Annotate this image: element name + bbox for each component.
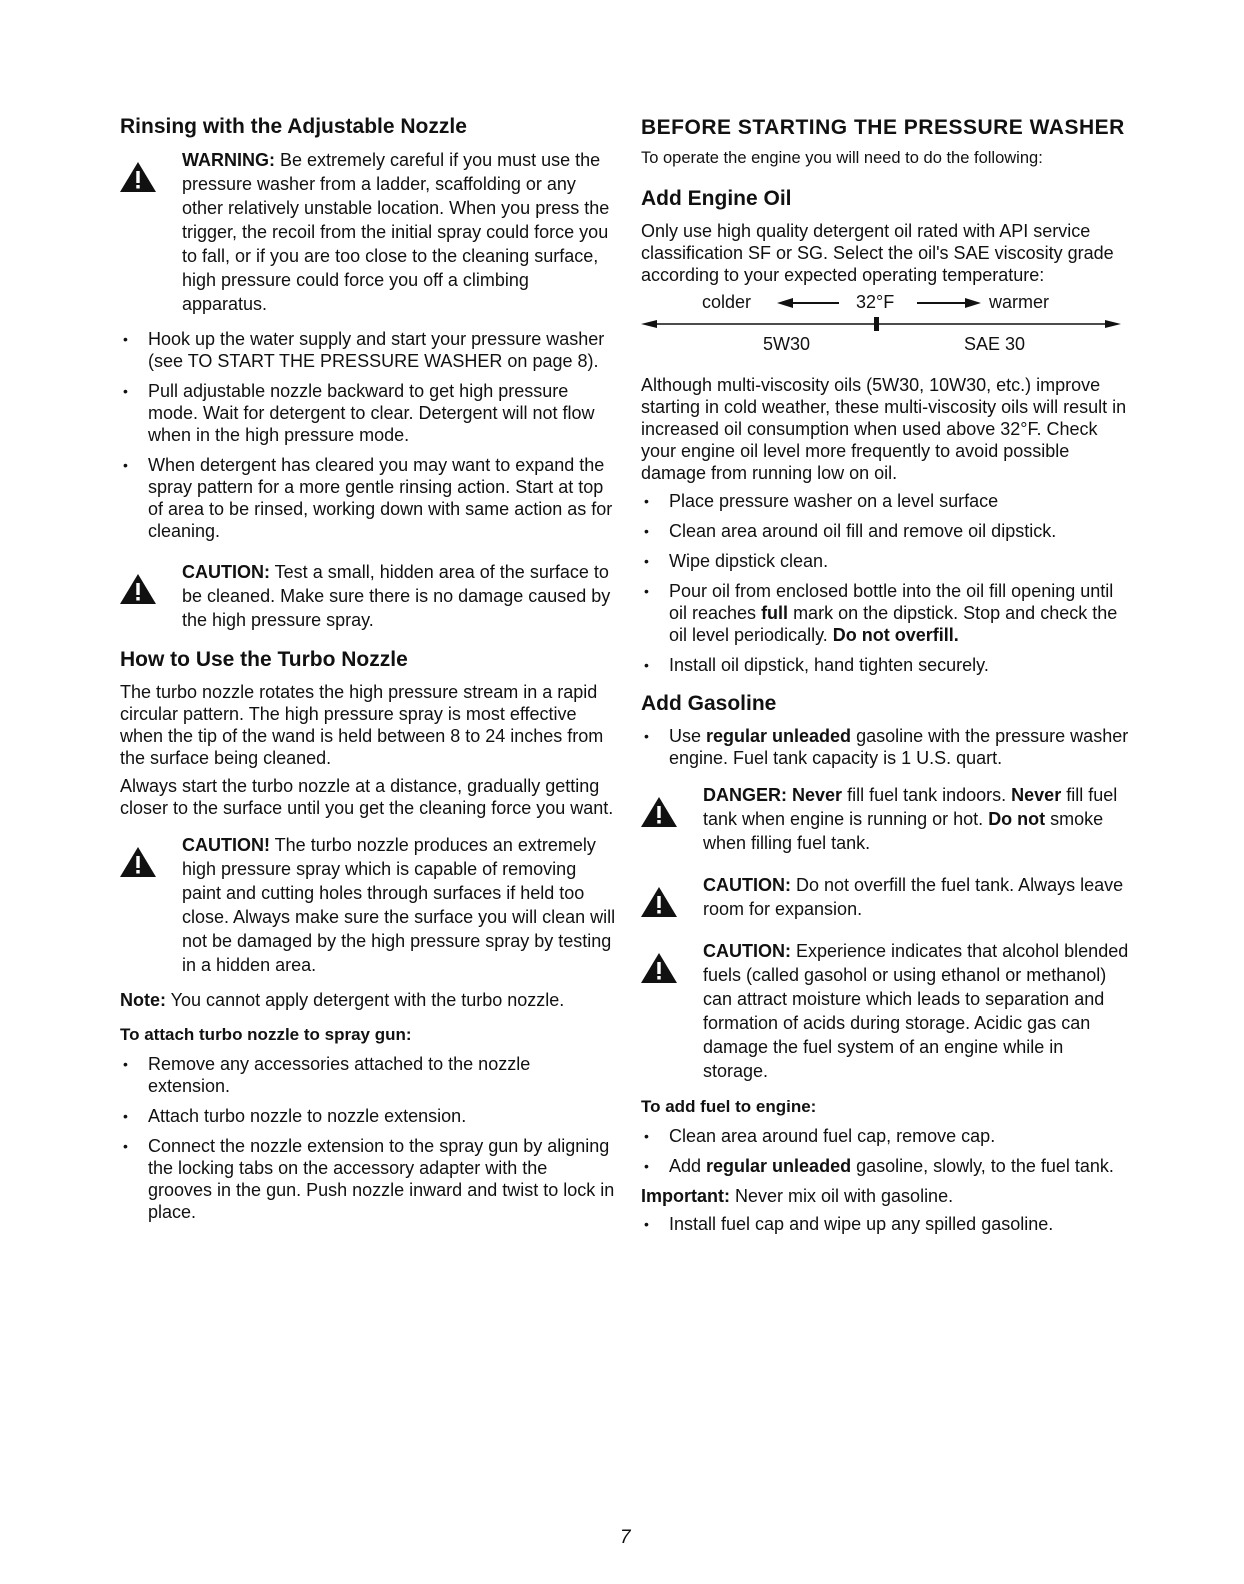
warning-triangle-icon bbox=[641, 939, 703, 983]
warning-text: Be extremely careful if you must use the pressure washer from a ladder, scaffolding or any other relatively unstable location. When you press the trigger, the recoil from the initial spray could force you to fall, or if you are too close to the cleaning surface, high pressure could force you off a climbing apparatus. bbox=[182, 149, 610, 314]
warning-label: WARNING: bbox=[182, 149, 275, 170]
warning-triangle-icon bbox=[120, 833, 182, 877]
caution-label: CAUTION: bbox=[703, 874, 791, 895]
warning-triangle-icon bbox=[120, 148, 182, 192]
right-column bbox=[641, 115, 1131, 1243]
danger-label: DANGER: bbox=[703, 784, 787, 805]
chart-label-warmer: warmer bbox=[989, 292, 1050, 313]
section-intro: To operate the engine you will need to do the following: bbox=[641, 149, 1043, 168]
chart-label-temp: 32°F bbox=[856, 292, 895, 313]
list-item: • Attach turbo nozzle to nozzle extension. bbox=[120, 1105, 616, 1127]
fuel-heading: To add fuel to engine: bbox=[641, 1096, 817, 1116]
list-item: • Connect the nozzle extension to the spray gun by aligning the locking tabs on the accessory adapter with the grooves in the gun. Push nozzle inward and twist to lock in place. bbox=[120, 1135, 616, 1223]
important-label: Important: bbox=[641, 1185, 730, 1206]
note-label: Note: bbox=[120, 989, 166, 1010]
list-item: • Clean area around oil fill and remove oil dipstick. bbox=[641, 520, 1131, 542]
oil-title: Add Engine Oil bbox=[641, 187, 792, 211]
gas-danger: DANGER: Never fill fuel tank indoors. Never fill fuel tank when engine is running or hot. Do not smoke when filling fuel tank. bbox=[641, 783, 1131, 855]
gas-steps bbox=[641, 725, 1131, 769]
chart-label-5w30: 5W30 bbox=[763, 334, 811, 355]
turbo-title: How to Use the Turbo Nozzle bbox=[120, 647, 408, 671]
list-item: • Place pressure washer on a level surface bbox=[641, 490, 1131, 512]
rinsing-steps bbox=[120, 328, 616, 542]
rinsing-caution bbox=[120, 560, 616, 632]
warning-triangle-icon bbox=[641, 783, 703, 827]
list-item: • Pour oil from enclosed bottle into the oil fill opening until oil reaches full mark on the dipstick. Stop and check the oil level periodically. Do not overfill. bbox=[641, 580, 1131, 646]
warning-triangle-icon bbox=[641, 873, 703, 917]
oil-para-2: Although multi-viscosity oils (5W30, 10W30, etc.) improve starting in cold weather, these multi-viscosity oils will result in increased oil consumption when used above 32°F. Check your engine oil level more frequently to avoid possible damage from running low on oil. bbox=[641, 375, 1127, 484]
caution-label: CAUTION: bbox=[703, 940, 791, 961]
chart-label-sae30: SAE 30 bbox=[964, 334, 1026, 355]
list-item: • Pull adjustable nozzle backward to get high pressure mode. Wait for detergent to clear. Detergent will not flow when in the high pressure mode. bbox=[120, 380, 616, 446]
attach-heading: To attach turbo nozzle to spray gun: bbox=[120, 1024, 412, 1044]
list-item: • Remove any accessories attached to the nozzle extension. bbox=[120, 1053, 616, 1097]
list-item: • Install oil dipstick, hand tighten securely. bbox=[641, 654, 1131, 676]
chart-label-colder: colder bbox=[702, 292, 752, 313]
turbo-para-2: Always start the turbo nozzle at a distance, gradually getting closer to the surface until you get the cleaning force you want. bbox=[120, 775, 614, 818]
turbo-note bbox=[120, 989, 616, 1011]
fuel-steps bbox=[641, 1125, 1131, 1177]
gas-caution-2 bbox=[641, 939, 1131, 1083]
list-item: • Hook up the water supply and start your pressure washer (see TO START THE PRESSURE WASHER on page 8). bbox=[120, 328, 616, 372]
important-note bbox=[641, 1185, 1131, 1207]
list-item: • Add regular unleaded gasoline, slowly, to the fuel tank. bbox=[641, 1155, 1131, 1177]
oil-viscosity-chart bbox=[641, 292, 1131, 358]
list-item: • Wipe dipstick clean. bbox=[641, 550, 1131, 572]
oil-para-1: Only use high quality detergent oil rated with API service classification SF or SG. Select the oil's SAE viscosity grade according to your expected operating temperature: bbox=[641, 221, 1114, 286]
list-item: • When detergent has cleared you may want to expand the spray pattern for a more gentle rinsing action. Start at top of area to be rinsed, working down with same action as for cleaning. bbox=[120, 454, 616, 542]
warning-triangle-icon bbox=[120, 560, 182, 604]
left-column bbox=[120, 115, 616, 1231]
caution-text: Experience indicates that alcohol blended fuels (called gasohol or using ethanol or methanol) can attract moisture which leads to separation and formation of acids during storage. Acidic gas can damage the fuel system of an engine while in storage. bbox=[703, 940, 1129, 1081]
turbo-caution bbox=[120, 833, 616, 977]
rinsing-warning bbox=[120, 148, 616, 316]
caution-label: CAUTION: bbox=[182, 561, 270, 582]
list-item: • Clean area around fuel cap, remove cap. bbox=[641, 1125, 1131, 1147]
caution-label: CAUTION! bbox=[182, 834, 270, 855]
gas-caution-1 bbox=[641, 873, 1131, 921]
attach-steps bbox=[120, 1053, 616, 1223]
fuel-steps-final bbox=[641, 1213, 1131, 1235]
important-text: Never mix oil with gasoline. bbox=[730, 1185, 954, 1206]
gas-title: Add Gasoline bbox=[641, 692, 777, 716]
note-text: You cannot apply detergent with the turbo nozzle. bbox=[166, 989, 565, 1010]
oil-steps bbox=[641, 490, 1131, 676]
list-item: • Install fuel cap and wipe up any spilled gasoline. bbox=[641, 1213, 1131, 1235]
caution-text: The turbo nozzle produces an extremely high pressure spray which is capable of removing paint and cutting holes through surfaces if held too close. Always make sure the surface you will clean will not be damaged by the high pressure spray by testing in a hidden area. bbox=[182, 834, 616, 975]
turbo-para-1: The turbo nozzle rotates the high pressure stream in a rapid circular pattern. The high pressure spray is most effective when the tip of the wand is held between 8 to 24 inches from the surface being cleaned. bbox=[120, 681, 604, 768]
rinsing-title: Rinsing with the Adjustable Nozzle bbox=[120, 115, 467, 138]
caution-text: Do not overfill the fuel tank. Always leave room for expansion. bbox=[703, 874, 1124, 919]
caution-text: Test a small, hidden area of the surface to be cleaned. Make sure there is no damage caused by the high pressure spray. bbox=[182, 561, 611, 630]
section-title: BEFORE STARTING THE PRESSURE WASHER bbox=[641, 116, 1125, 139]
list-item: • Use regular unleaded gasoline with the pressure washer engine. Fuel tank capacity is 1 U.S. quart. bbox=[641, 725, 1131, 769]
page-number: 7 bbox=[620, 1527, 631, 1548]
